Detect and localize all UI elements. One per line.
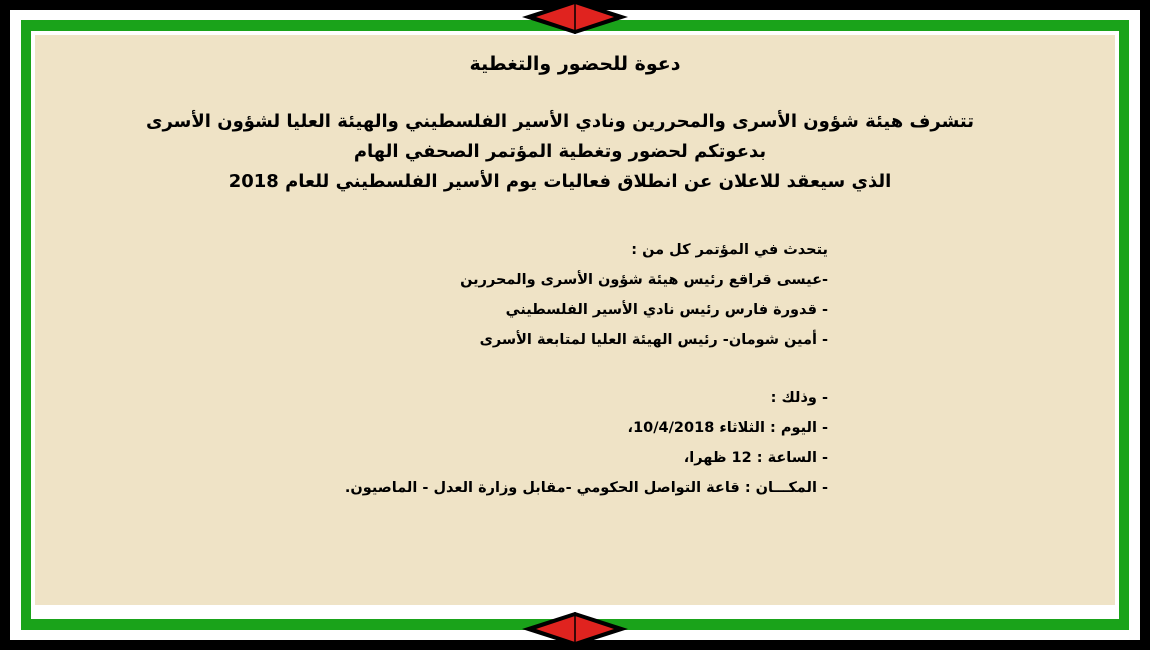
details-heading: - وذلك : [770, 390, 828, 406]
intro-line: الذي سيعقد للاعلان عن انطلاق فعاليات يوم الأسير الفلسطيني للعام 2018 [228, 171, 892, 192]
intro-paragraph [130, 107, 990, 197]
detail-location: - المكـــان : قاعة التواصل الحكومي -مقابل وزارة العدل - الماصيون. [344, 480, 828, 496]
intro-line: تتشرف هيئة شؤون الأسرى والمحررين ونادي الأسير الفلسطيني والهيئة العليا لشؤون الأسرى [145, 111, 975, 132]
speaker-item: - قدورة فارس رئيس نادي الأسير الفلسطيني [505, 302, 828, 318]
intro-line: بدعوتكم لحضور وتغطية المؤتمر الصحفي الهام [353, 141, 767, 162]
bottom-diamond-ornament [522, 612, 628, 646]
detail-time: - الساعة : 12 ظهرا، [683, 450, 828, 466]
speaker-item: -عيسى قراقع رئيس هيئة شؤون الأسرى والمحررين [460, 272, 828, 288]
speaker-item: - أمين شومان- رئيس الهيئة العليا لمتابعة الأسرى [479, 332, 828, 348]
detail-day: - اليوم : الثلاثاء 10/4/2018، [627, 420, 828, 436]
spacer [228, 355, 828, 383]
invitation-document [35, 35, 1115, 605]
top-diamond-ornament [522, 0, 628, 34]
invitation-title: دعوة للحضور والتغطية [469, 53, 681, 75]
event-details [228, 235, 828, 503]
speakers-heading: يتحدث في المؤتمر كل من : [631, 242, 828, 258]
